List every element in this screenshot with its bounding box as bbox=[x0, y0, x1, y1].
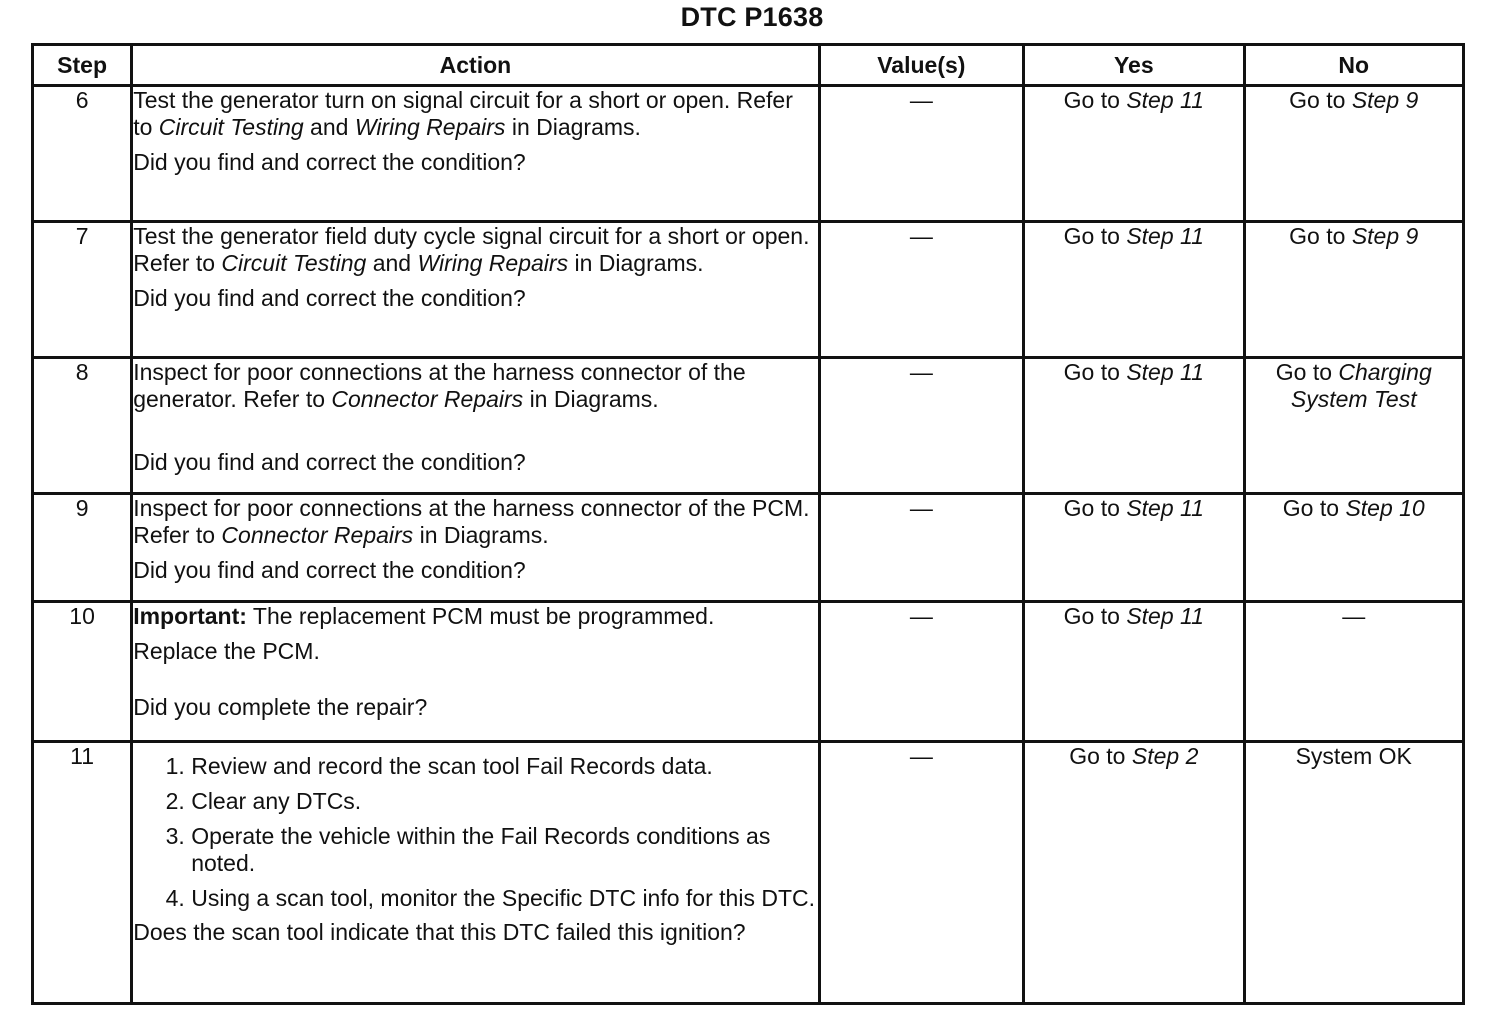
table-row bbox=[33, 602, 1464, 742]
yes-cell: Go to Step 11 bbox=[1024, 86, 1244, 222]
action-question: Does the scan tool indicate that this DTC failed this ignition? bbox=[133, 919, 746, 945]
action-cell bbox=[132, 86, 819, 222]
header-no: No bbox=[1244, 45, 1463, 86]
value-cell: — bbox=[819, 742, 1023, 1004]
action-question: Did you complete the repair? bbox=[133, 694, 428, 720]
no-cell: Go to Step 9 bbox=[1244, 86, 1463, 222]
connector-repairs-ref: Connector Repairs bbox=[331, 386, 524, 412]
wiring-repairs-ref: Wiring Repairs bbox=[354, 114, 506, 140]
connector-repairs-ref: Connector Repairs bbox=[221, 522, 414, 548]
value-cell: — bbox=[819, 86, 1023, 222]
list-item: 3. Operate the vehicle within the Fail Records conditions as noted. bbox=[191, 823, 817, 877]
no-cell: Go to Charging System Test bbox=[1244, 358, 1463, 494]
step-number: 8 bbox=[33, 358, 132, 494]
no-cell: System OK bbox=[1244, 742, 1463, 1004]
action-text: Inspect for poor connections at the harness connector of the PCM. Refer to Connector Repairs in Diagrams. bbox=[133, 495, 810, 548]
dtc-table bbox=[31, 43, 1465, 1005]
step-number: 7 bbox=[33, 222, 132, 358]
wiring-repairs-ref: Wiring Repairs bbox=[417, 250, 569, 276]
charging-system-test-ref: Charging System Test bbox=[1290, 359, 1432, 412]
value-cell: — bbox=[819, 494, 1023, 602]
action-cell bbox=[132, 742, 819, 1004]
yes-cell: Go to Step 11 bbox=[1024, 222, 1244, 358]
header-values: Value(s) bbox=[819, 45, 1023, 86]
yes-cell: Go to Step 11 bbox=[1024, 602, 1244, 742]
table-row bbox=[33, 742, 1464, 1004]
yes-cell: Go to Step 11 bbox=[1024, 494, 1244, 602]
circuit-testing-ref: Circuit Testing bbox=[158, 114, 304, 140]
yes-cell: Go to Step 11 bbox=[1024, 358, 1244, 494]
header-step: Step bbox=[33, 45, 132, 86]
yes-cell: Go to Step 2 bbox=[1024, 742, 1244, 1004]
value-cell: — bbox=[819, 602, 1023, 742]
action-text: Inspect for poor connections at the harness connector of the generator. Refer to Connector Repairs in Diagrams. bbox=[133, 359, 746, 412]
action-cell bbox=[132, 494, 819, 602]
action-cell bbox=[132, 222, 819, 358]
header-row bbox=[33, 45, 1464, 86]
list-item: 2. Clear any DTCs. bbox=[191, 788, 817, 815]
list-item: 1. Review and record the scan tool Fail Records data. bbox=[191, 753, 817, 780]
table-row bbox=[33, 86, 1464, 222]
action-text: Test the generator field duty cycle signal circuit for a short or open. Refer to Circuit Testing and Wiring Repairs in Diagrams. bbox=[133, 223, 810, 276]
procedure-list bbox=[133, 753, 817, 912]
no-cell: Go to Step 10 bbox=[1244, 494, 1463, 602]
step-number: 10 bbox=[33, 602, 132, 742]
page-title: DTC P1638 bbox=[680, 2, 824, 32]
value-cell: — bbox=[819, 358, 1023, 494]
action-cell bbox=[132, 602, 819, 742]
action-text: Test the generator turn on signal circuit for a short or open. Refer to Circuit Testing and Wiring Repairs in Diagrams. bbox=[133, 87, 793, 140]
no-cell: — bbox=[1244, 602, 1463, 742]
step-number: 6 bbox=[33, 86, 132, 222]
step-number: 9 bbox=[33, 494, 132, 602]
table-row bbox=[33, 494, 1464, 602]
action-text: Replace the PCM. bbox=[133, 638, 320, 664]
circuit-testing-ref: Circuit Testing bbox=[221, 250, 367, 276]
action-question: Did you find and correct the condition? bbox=[133, 149, 526, 175]
action-question: Did you find and correct the condition? bbox=[133, 285, 526, 311]
important-label: Important: bbox=[133, 603, 247, 629]
value-cell: — bbox=[819, 222, 1023, 358]
step-number: 11 bbox=[33, 742, 132, 1004]
action-question: Did you find and correct the condition? bbox=[133, 449, 526, 475]
action-question: Did you find and correct the condition? bbox=[133, 557, 526, 583]
header-action: Action bbox=[132, 45, 819, 86]
important-note: Important: The replacement PCM must be programmed. bbox=[133, 603, 715, 629]
list-item: 4. Using a scan tool, monitor the Specific DTC info for this DTC. bbox=[191, 885, 817, 912]
table-row bbox=[33, 222, 1464, 358]
no-cell: Go to Step 9 bbox=[1244, 222, 1463, 358]
action-cell bbox=[132, 358, 819, 494]
header-yes: Yes bbox=[1024, 45, 1244, 86]
table-row bbox=[33, 358, 1464, 494]
